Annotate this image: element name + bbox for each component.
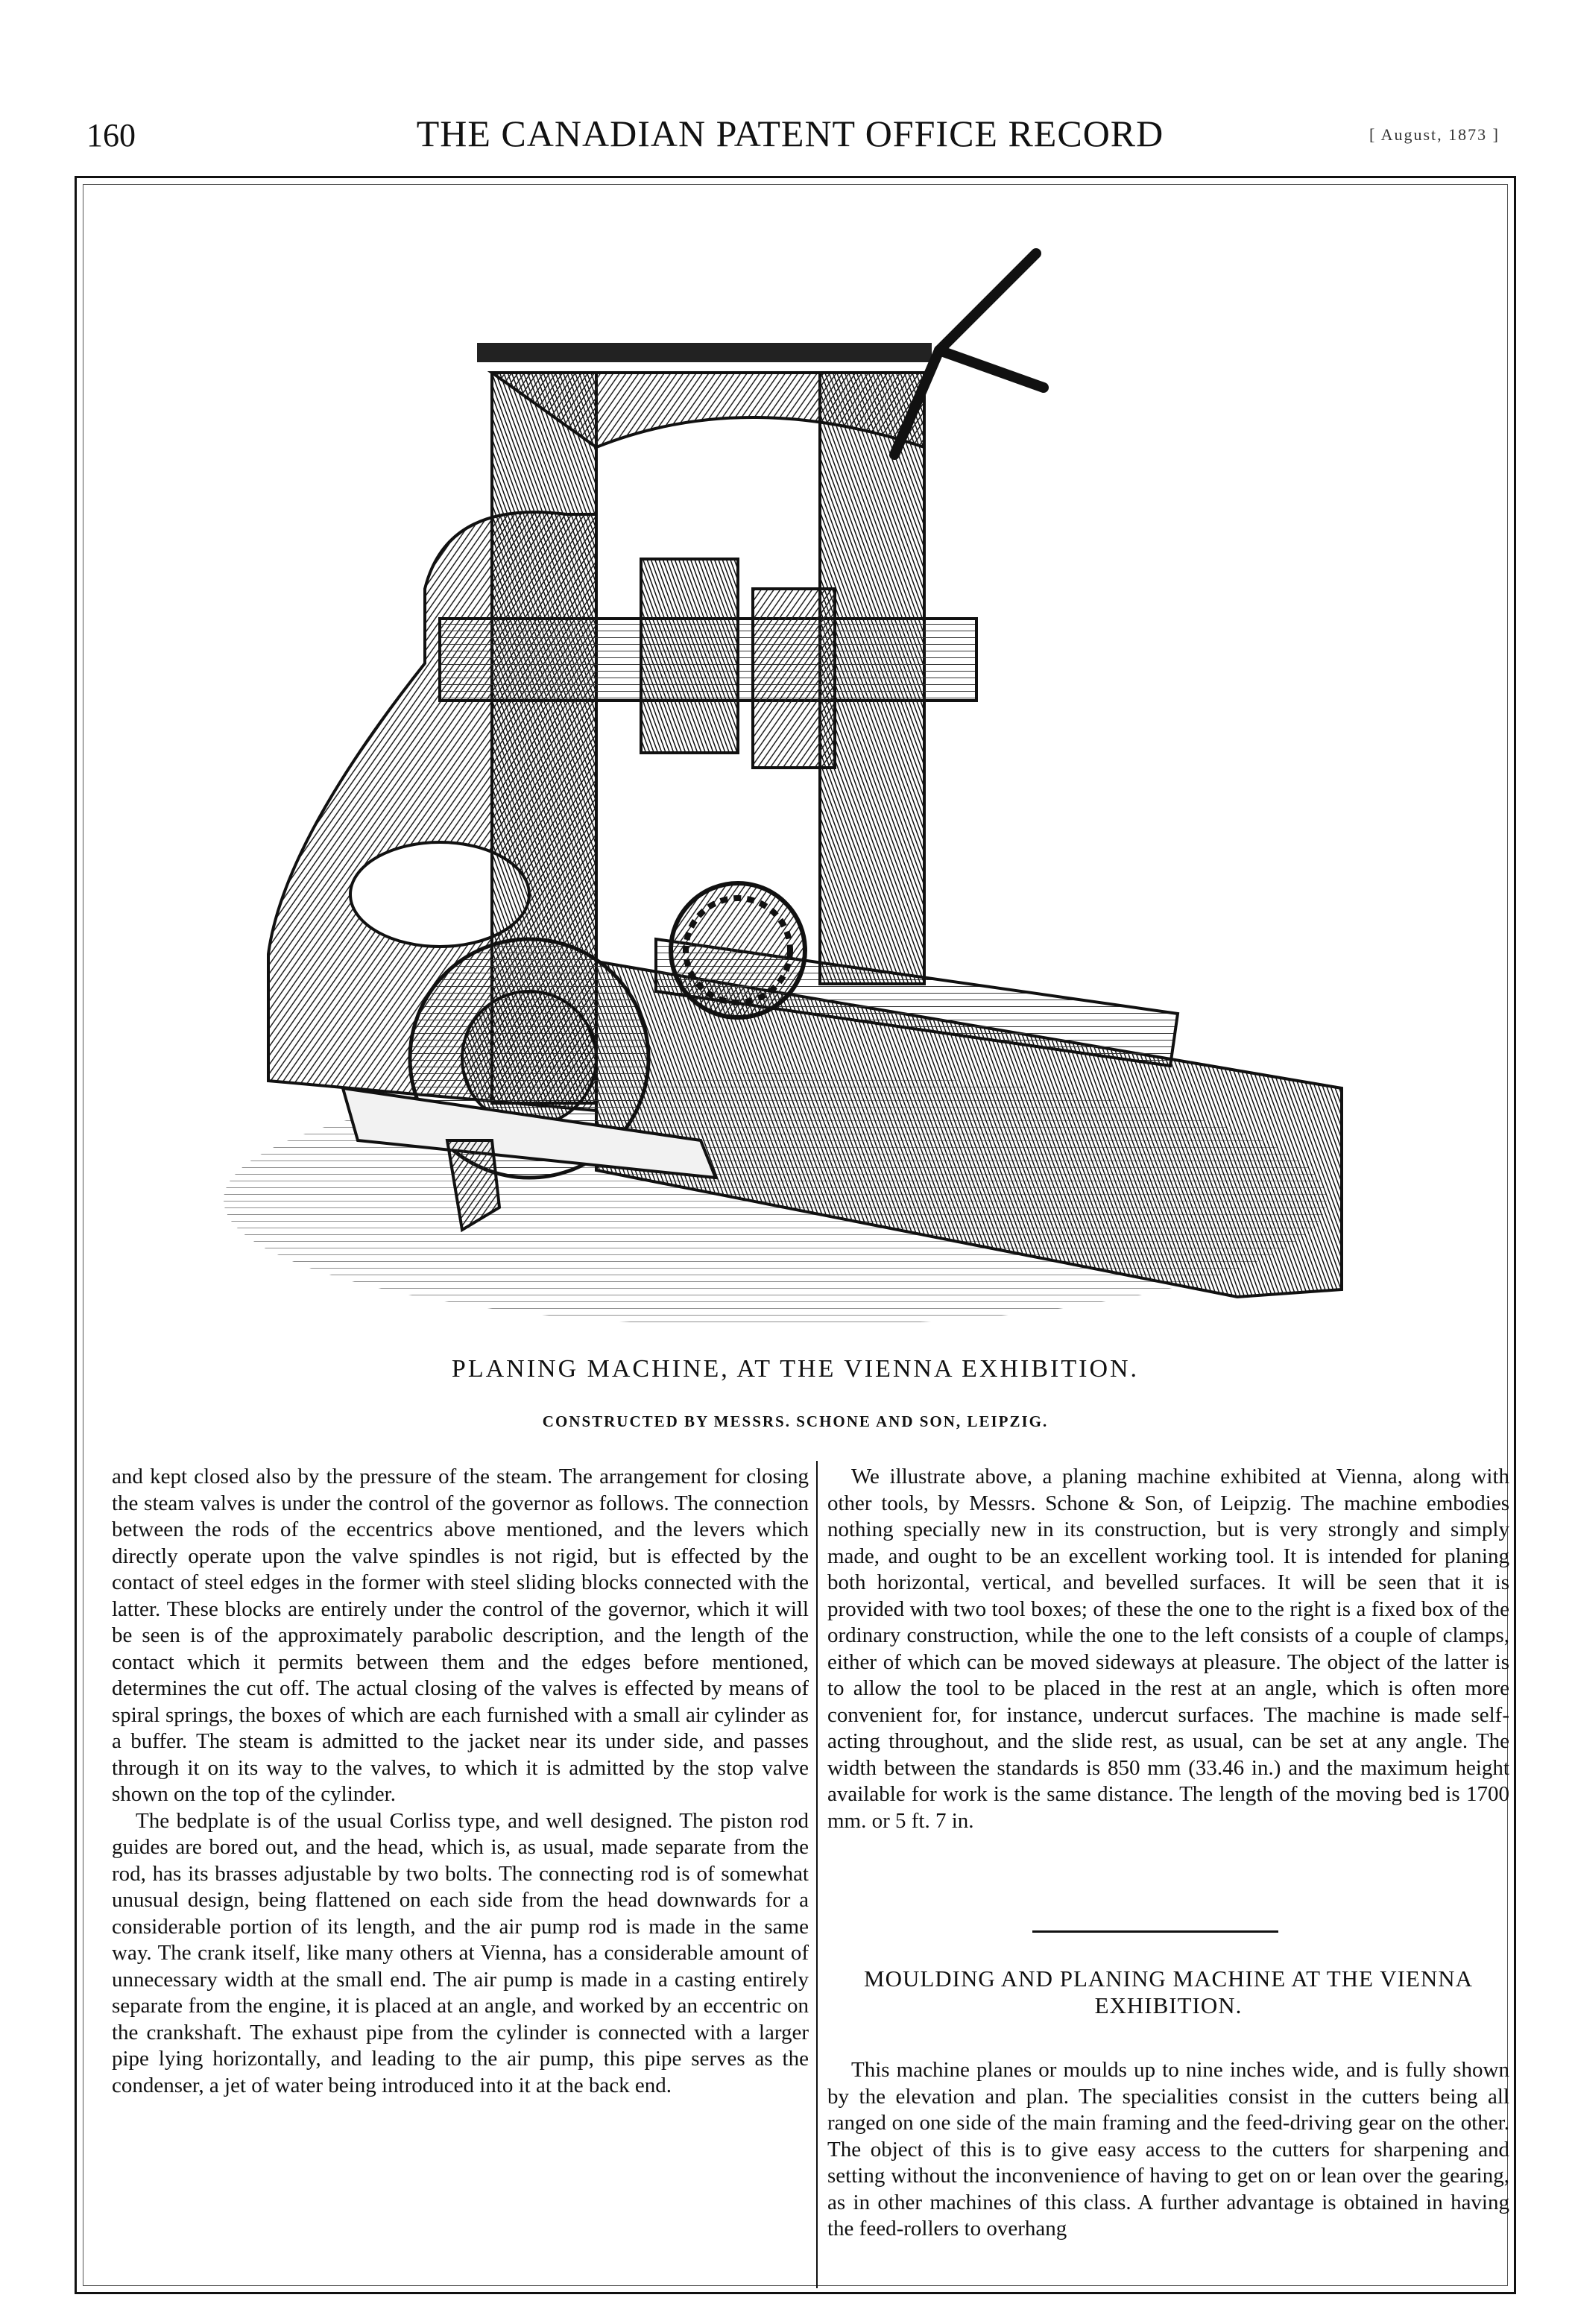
right-paragraph-2: This machine planes or moulds up to nine inches wide, and is fully shown by the elevation and plan. The specialities consist in the cutters being all ranged on one side of the main framing and the feed-driving gear on the other. The object of this is to give easy access to the cutters for sharpening and setting without the inconvenience of having to get on or lean over the gearing, as in other machines of this class. A further advantage is obtained in having the feed-rollers to overhang [827, 2058, 1509, 2241]
left-paragraph-1: and kept closed also by the pressure of the steam. The arrangement for closing the steam valves is under the control of the governor as follows. The connection between the rods of the eccentrics above mentioned, and the levers which directly operate upon the valve spindles is not rigid, but is effected by the contact of steel edges in the former with steel sliding blocks connected with the latter. These blocks are entirely under the control of the governor, which it will be seen is of the approximately parabolic description, and the length of the contact which it permits between them and the edges before mentioned, determines the cut off. The actual closing of the valves is effected by means of spiral springs, the boxes of which are each furnished with a small air cylinder as a buffer. The steam is admitted to the jacket near its under side, and passes through it on its way to the valves, to which it is admitted by the stop valve shown on the top of the cylinder. [112, 1465, 809, 1806]
running-header [75, 112, 1506, 157]
right-tool-box [753, 589, 835, 768]
figure-caption: PLANING MACHINE, AT THE VIENNA EXHIBITION. [451, 1355, 1140, 1383]
drive-gear [671, 883, 805, 1017]
issue-date: [ August, 1873 ] [1369, 125, 1500, 144]
right-column-continued [827, 2057, 1509, 2243]
column-divider [816, 1461, 818, 2288]
section-heading: MOULDING AND PLANING MACHINE AT THE VIENNA EXHIBITION. [864, 1965, 1473, 2018]
top-shaft [477, 343, 932, 362]
right-paragraph-1: We illustrate above, a planing machine exhibited at Vienna, along with other tools, by Messrs. Schone & Son, of Leipzig. The machine embodies nothing specially new in its construction, but is very strongly and simply made, and ought to be an excellent working tool. It is intended for planing both horizontal, vertical, and bevelled surfaces. It will be seen that it is provided with two tool boxes; of these the one to the right is a fixed box of the ordinary construction, while the one to the left consists of a couple of clamps, either of which can be moved sideways at pleasure. The object of the latter is to allow the tool to be placed in the rest at an angle, which is often more convenient for, for instance, undercut surfaces. The machine is made self-acting throughout, and the slide rest, as usual, can be set at any angle. The width between the standards is 850 mm (33.46 in.) and the maximum height available for work is the same distance. The length of the moving bed is 1700 mm. or 5 ft. 7 in. [827, 1465, 1509, 1833]
left-tool-box [641, 559, 738, 753]
left-column [112, 1464, 809, 2099]
left-paragraph-2: The bedplate is of the usual Corliss type, and well designed. The piston rod guides are bored out, and the head, which is, as usual, made separate from the rod, has its brasses adjustable by two bolts. The connecting rod is of somewhat unusual design, being flattened on each side from the head downwards for a considerable portion of its length, and the air pump rod is made in the same way. The crank itself, like many others at Vienna, has a considerable amount of unnecessary width at the small end. The air pump is made in a casting entirely separate from the engine, it is placed at an angle, and worked by an eccentric on the crankshaft. The exhaust pipe from the cylinder is connected with a larger pipe lying horizontally, and leading to the air pump, this pipe serves as the condenser, a jet of water being introduced into it at the back end. [112, 1808, 809, 2097]
journal-title: THE CANADIAN PATENT OFFICE RECORD [416, 113, 1164, 154]
planing-machine-illustration [179, 201, 1386, 1349]
page-number: 160 [86, 117, 136, 154]
figure-subcaption: CONSTRUCTED BY MESSRS. SCHONE AND SON, LEIPZIG. [542, 1412, 1049, 1430]
section-separator [1032, 1930, 1278, 1933]
right-column [827, 1464, 1509, 1834]
